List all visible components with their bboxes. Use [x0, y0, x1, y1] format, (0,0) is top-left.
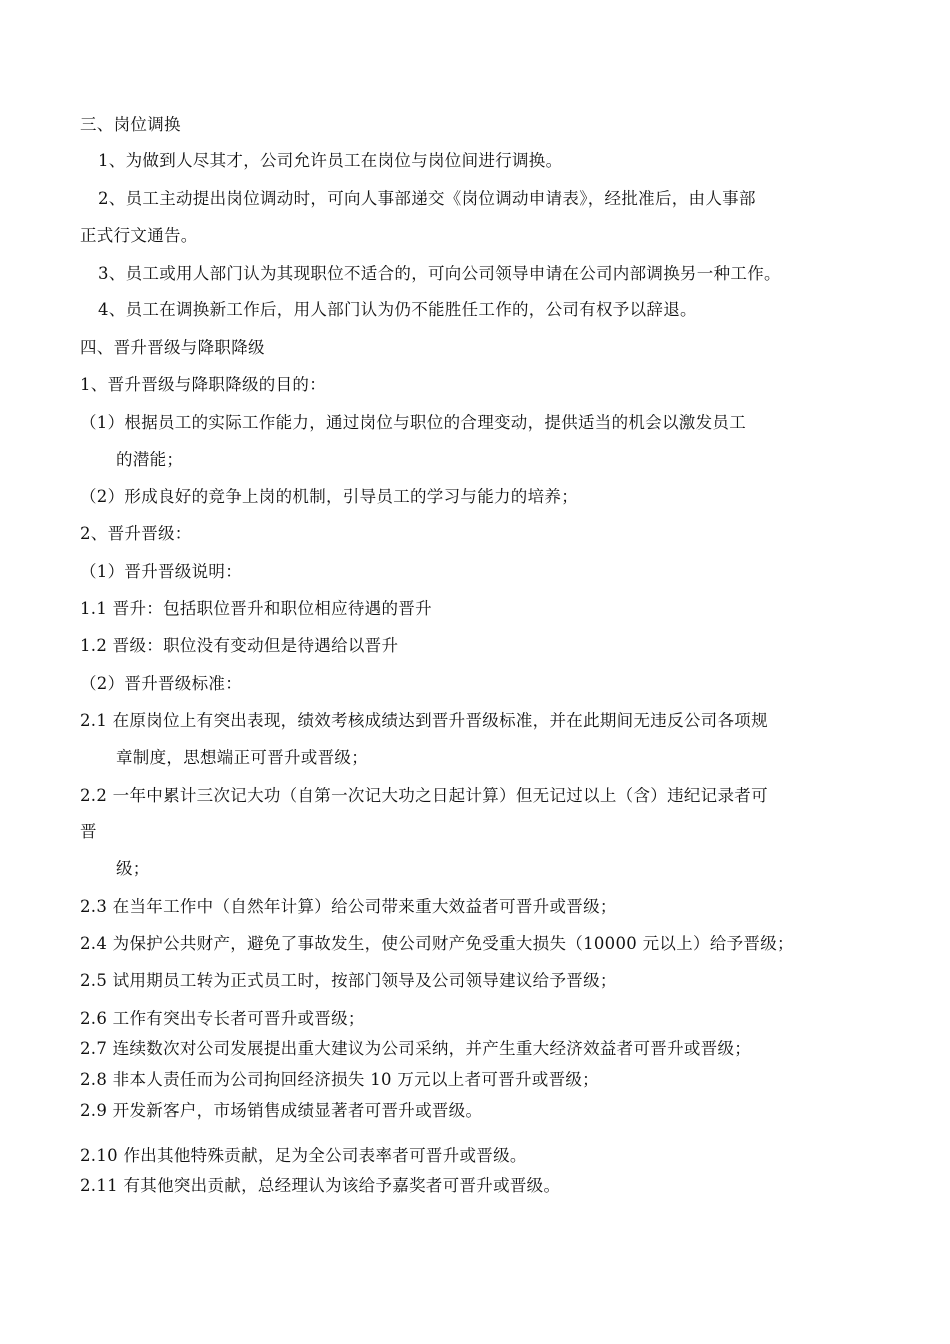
paragraph-line: （1）根据员工的实际工作能力，通过岗位与职位的合理变动，提供适当的机会以激发员工	[80, 413, 746, 432]
paragraph-line: 2.10 作出其他特殊贡献，足为全公司表率者可晋升或晋级。	[80, 1146, 527, 1165]
paragraph-line: 2.5 试用期员工转为正式员工时，按部门领导及公司领导建议给予晋级；	[80, 971, 617, 990]
paragraph-line: 正式行文通告。	[80, 226, 198, 245]
paragraph-line: （2）形成良好的竞争上岗的机制，引导员工的学习与能力的培养；	[80, 487, 578, 506]
paragraph-line: 晋	[80, 822, 97, 841]
paragraph-line: 章制度，思想端正可晋升或晋级；	[116, 748, 368, 767]
paragraph-line: 1、为做到人尽其才，公司允许员工在岗位与岗位间进行调换。	[98, 151, 563, 170]
paragraph-line: 3、员工或用人部门认为其现职位不适合的，可向公司领导申请在公司内部调换另一种工作。	[98, 264, 781, 283]
paragraph-line: 2.7 连续数次对公司发展提出重大建议为公司采纳，并产生重大经济效益者可晋升或晋级；	[80, 1039, 752, 1058]
paragraph-line: 1.1 晋升：包括职位晋升和职位相应待遇的晋升	[80, 599, 432, 618]
paragraph-line: 1.2 晋级：职位没有变动但是待遇给以晋升	[80, 636, 399, 655]
paragraph-line: 2.1 在原岗位上有突出表现，绩效考核成绩达到晋升晋级标准，并在此期间无违反公司各项规	[80, 711, 768, 730]
paragraph-line: 4、员工在调换新工作后，用人部门认为仍不能胜任工作的，公司有权予以辞退。	[98, 300, 697, 319]
paragraph-line: 2、晋升晋级：	[80, 524, 192, 543]
paragraph-line: 2.6 工作有突出专长者可晋升或晋级；	[80, 1009, 365, 1028]
paragraph-line: 2.3 在当年工作中（自然年计算）给公司带来重大效益者可晋升或晋级；	[80, 897, 617, 916]
paragraph-line: 2、员工主动提出岗位调动时，可向人事部递交《岗位调动申请表》，经批准后，由人事部	[98, 189, 756, 208]
paragraph-line: 2.8 非本人责任而为公司拘回经济损失 10 万元以上者可晋升或晋级；	[80, 1070, 599, 1089]
paragraph-line: 2.9 开发新客户，市场销售成绩显著者可晋升或晋级。	[80, 1101, 483, 1120]
paragraph-line: 级；	[116, 859, 150, 878]
paragraph-line: 2.11 有其他突出贡献，总经理认为该给予嘉奖者可晋升或晋级。	[80, 1176, 561, 1195]
paragraph-line: （1）晋升晋级说明：	[80, 562, 242, 581]
paragraph-line: 2.2 一年中累计三次记大功（自第一次记大功之日起计算）但无记过以上（含）违纪记录者可	[80, 786, 768, 805]
section-heading-4: 四、晋升晋级与降职降级	[80, 338, 265, 357]
paragraph-line: 2.4 为保护公共财产，避免了事故发生，使公司财产免受重大损失（10000 元以上）给予晋级；	[80, 934, 794, 953]
section-heading-3: 三、岗位调换	[80, 115, 181, 134]
paragraph-line: （2）晋升晋级标准：	[80, 674, 242, 693]
paragraph-line: 1、晋升晋级与降职降级的目的：	[80, 375, 326, 394]
paragraph-line: 的潜能；	[116, 450, 184, 469]
